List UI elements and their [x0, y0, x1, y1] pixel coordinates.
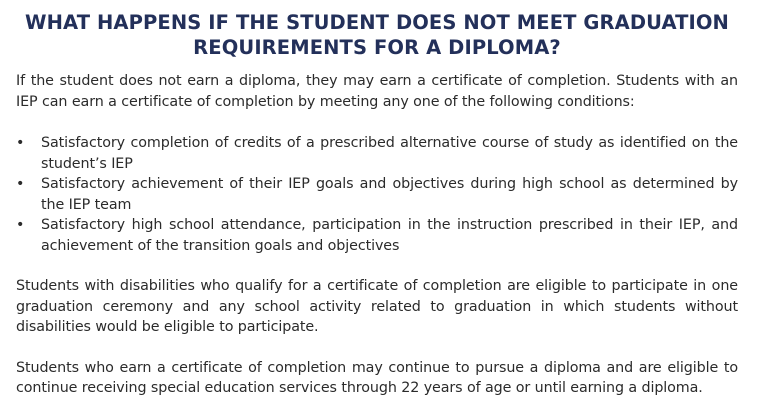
list-item [16, 174, 738, 215]
eligibility-paragraph: Students with disabilities who qualify for a certificate of completion are eligible to participate in one graduation ceremony and any school activity related to graduation in which students without disabilities would be eligible to participate. [16, 278, 738, 335]
conditions-list [16, 133, 738, 256]
list-item [16, 215, 738, 256]
document-page [16, 10, 738, 399]
intro-paragraph: If the student does not earn a diploma, they may earn a certificate of completion. Students with an IEP can earn a certificate of completion by meeting any one of the following conditions: [16, 73, 738, 110]
condition-text: Satisfactory completion of credits of a prescribed alternative course of study as identified on the student’s IEP [41, 135, 738, 172]
section-heading: WHAT HAPPENS IF THE STUDENT DOES NOT MEET GRADUATION REQUIREMENTS FOR A DIPLOMA? [25, 11, 729, 59]
condition-text: Satisfactory achievement of their IEP goals and objectives during high school as determined by the IEP team [41, 176, 738, 213]
bullet-icon: • [16, 217, 25, 233]
bullet-icon: • [16, 176, 25, 192]
bullet-icon: • [16, 135, 25, 151]
condition-text: Satisfactory high school attendance, participation in the instruction prescribed in their IEP, and achievement of the transition goals and objectives [41, 217, 738, 254]
continue-paragraph: Students who earn a certificate of completion may continue to pursue a diploma and are eligible to continue receiving special education services through 22 years of age or until earning a diploma. [16, 359, 738, 396]
list-item [16, 133, 738, 174]
